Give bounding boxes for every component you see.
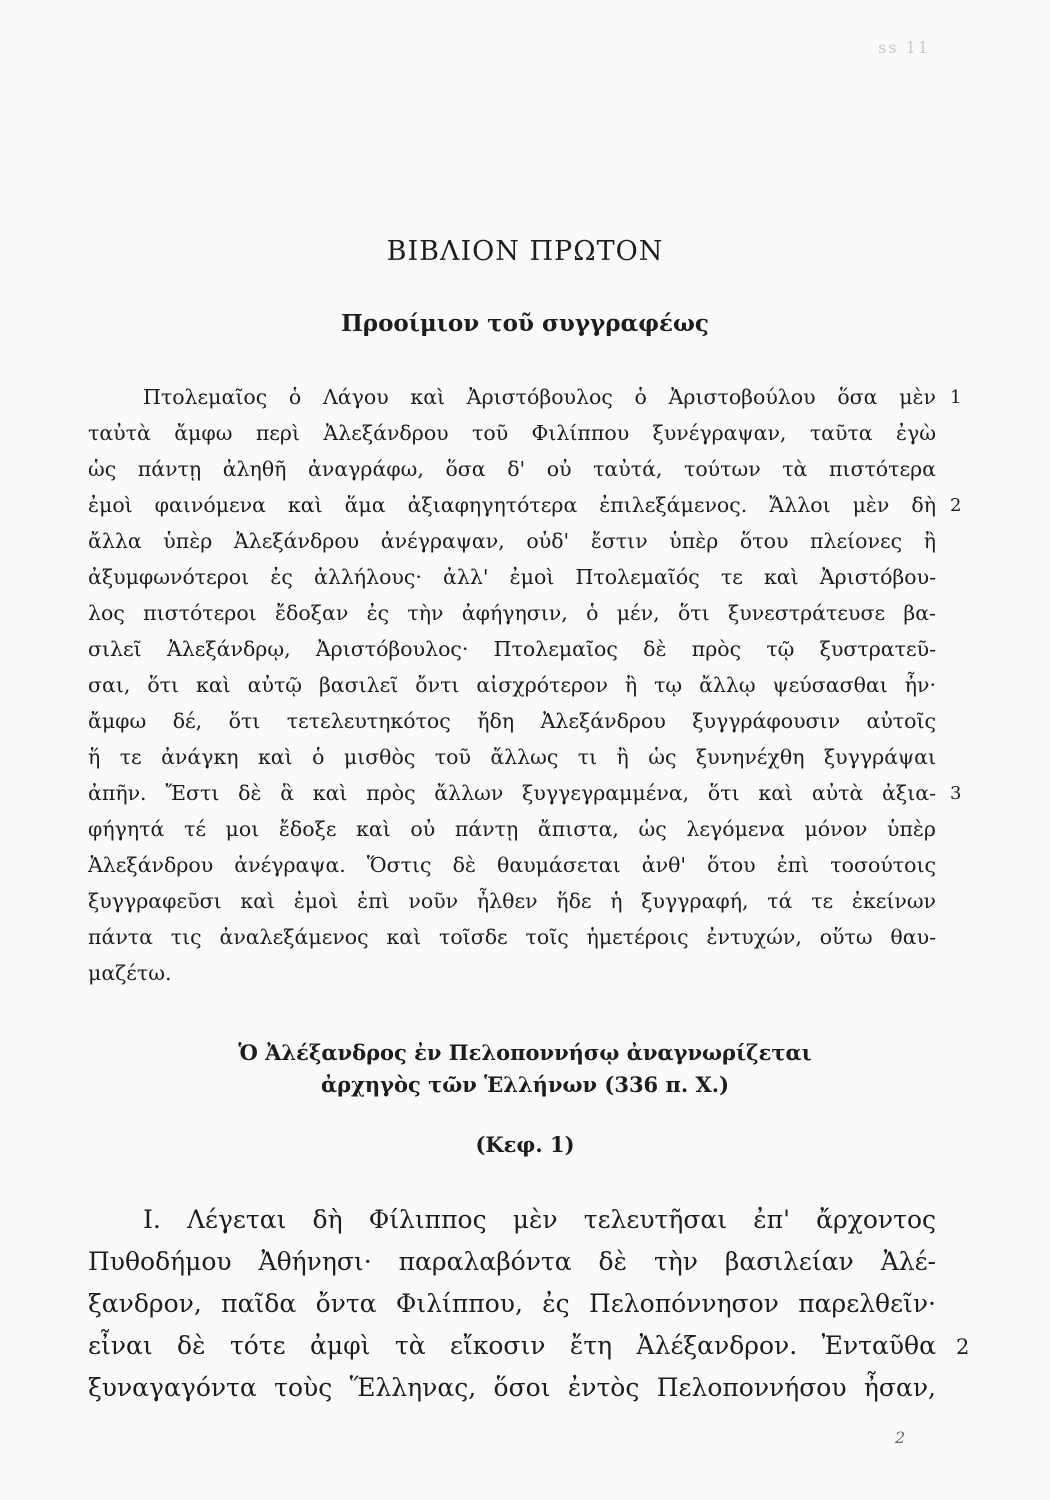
book-title: ΒΙΒΛΙΟΝ ΠΡΩΤΟΝ bbox=[386, 236, 664, 267]
text-line: σιλεῖ Ἀλεξάνδρῳ, Ἀριστόβουλος· Πτολεμαῖος δὲ πρὸς τῷ ξυστρατεῦ- bbox=[88, 637, 936, 661]
text-line: ὡς πάντῃ ἀληθῆ ἀναγράφω, ὅσα δ' οὐ ταὐτά, τούτων τὰ πιστότερα bbox=[88, 457, 936, 481]
text-line: ἄλλα ὑπὲρ Ἀλεξάνδρου ἀνέγραψαν, οὐδ' ἔστιν ὑπὲρ ὅτου πλείονες ἢ bbox=[88, 529, 936, 553]
text-line: πάντα τις ἀναλεξάμενος καὶ τοῖσδε τοῖς ἡμετέροις ἐντυχών, οὕτω θαυ- bbox=[88, 925, 936, 949]
text-line: μαζέτω. bbox=[88, 961, 172, 985]
section-number: 1 bbox=[950, 387, 962, 408]
proem-title: Προοίμιον τοῦ συγγραφέως bbox=[341, 310, 709, 337]
text-line: ξυγγραφεῦσι καὶ ἐμοὶ ἐπὶ νοῦν ἦλθεν ἥδε ἡ ξυγγραφή, τά τε ἐκείνων bbox=[88, 889, 936, 913]
text-line: ἥ τε ἀνάγκη καὶ ὁ μισθὸς τοῦ ἄλλως τι ἢ ὡς ξυνηνέχθη ξυγγράψαι bbox=[88, 745, 936, 769]
text-line: ξανδρον, παῖδα ὄντα Φιλίππου, ἐς Πελοπόννησον παρελθεῖν· bbox=[88, 1289, 936, 1318]
text-line: ἀπῆν. Ἔστι δὲ ἃ καὶ πρὸς ἄλλων ξυγγεγραμμένα, ὅτι καὶ αὐτὰ ἀξια- bbox=[88, 781, 936, 805]
text-line: ξυναγαγόντα τοὺς Ἕλληνας, ὅσοι ἐντὸς Πελοποννήσου ἦσαν, bbox=[88, 1373, 936, 1402]
section-number: 2 bbox=[956, 1335, 970, 1359]
text-line: εἶναι δὲ τότε ἀμφὶ τὰ εἴκοσιν ἔτη Ἀλέξανδρον. Ἐνταῦθα bbox=[88, 1331, 936, 1360]
section-number: 3 bbox=[950, 783, 962, 804]
corner-mark: ss 11 bbox=[878, 38, 930, 57]
text-line: ταὐτὰ ἄμφω περὶ Ἀλεξάνδρου τοῦ Φιλίππου ξυνέγραψαν, ταῦτα ἐγὼ bbox=[88, 421, 936, 445]
text-line: Ἀλεξάνδρου ἀνέγραψα. Ὅστις δὲ θαυμάσεται ἀνθ' ὅτου ἐπὶ τοσούτοις bbox=[88, 853, 936, 877]
chapter-heading: Ὁ Ἀλέξανδρος ἐν Πελοποννήσῳ ἀναγνωρίζεται bbox=[238, 1040, 812, 1065]
text-line: ἀξυμφωνότεροι ἐς ἀλλήλους· ἀλλ' ἐμοὶ Πτολεμαῖός τε καὶ Ἀριστόβου- bbox=[88, 565, 936, 589]
signature-number: 2 bbox=[895, 1428, 906, 1447]
chapter-reference: (Κεφ. 1) bbox=[475, 1132, 575, 1157]
text-line: λος πιστότεροι ἔδοξαν ἐς τὴν ἀφήγησιν, ὁ μέν, ὅτι ξυνεστράτευσε βα- bbox=[88, 601, 936, 625]
text-line: Πτολεμαῖος ὁ Λάγου καὶ Ἀριστόβουλος ὁ Ἀριστοβούλου ὅσα μὲν bbox=[143, 385, 936, 409]
text-line: σαι, ὅτι καὶ αὐτῷ βασιλεῖ ὄντι αἰσχρότερον ἢ τῳ ἄλλῳ ψεύσασθαι ἦν· bbox=[88, 673, 936, 697]
text-line: ἄμφω δέ, ὅτι τετελευτηκότος ἤδη Ἀλεξάνδρου ξυγγράφουσιν αὐτοῖς bbox=[88, 709, 936, 733]
text-line: φήγητά τέ μοι ἔδοξε καὶ οὐ πάντῃ ἄπιστα, ὡς λεγόμενα μόνον ὑπὲρ bbox=[88, 817, 936, 841]
text-line: ἐμοὶ φαινόμενα καὶ ἅμα ἀξιαφηγητότερα ἐπιλεξάμενος. Ἄλλοι μὲν δὴ bbox=[88, 493, 936, 517]
text-line: I. Λέγεται δὴ Φίλιππος μὲν τελευτῆσαι ἐπ' ἄρχοντος bbox=[143, 1205, 936, 1234]
text-line: Πυθοδήμου Ἀθήνησι· παραλαβόντα δὲ τὴν βασιλείαν Ἀλέ- bbox=[88, 1247, 936, 1276]
section-number: 2 bbox=[950, 495, 962, 516]
chapter-heading-continued: ἀρχηγὸς τῶν Ἑλλήνων (336 π. Χ.) bbox=[320, 1072, 730, 1097]
